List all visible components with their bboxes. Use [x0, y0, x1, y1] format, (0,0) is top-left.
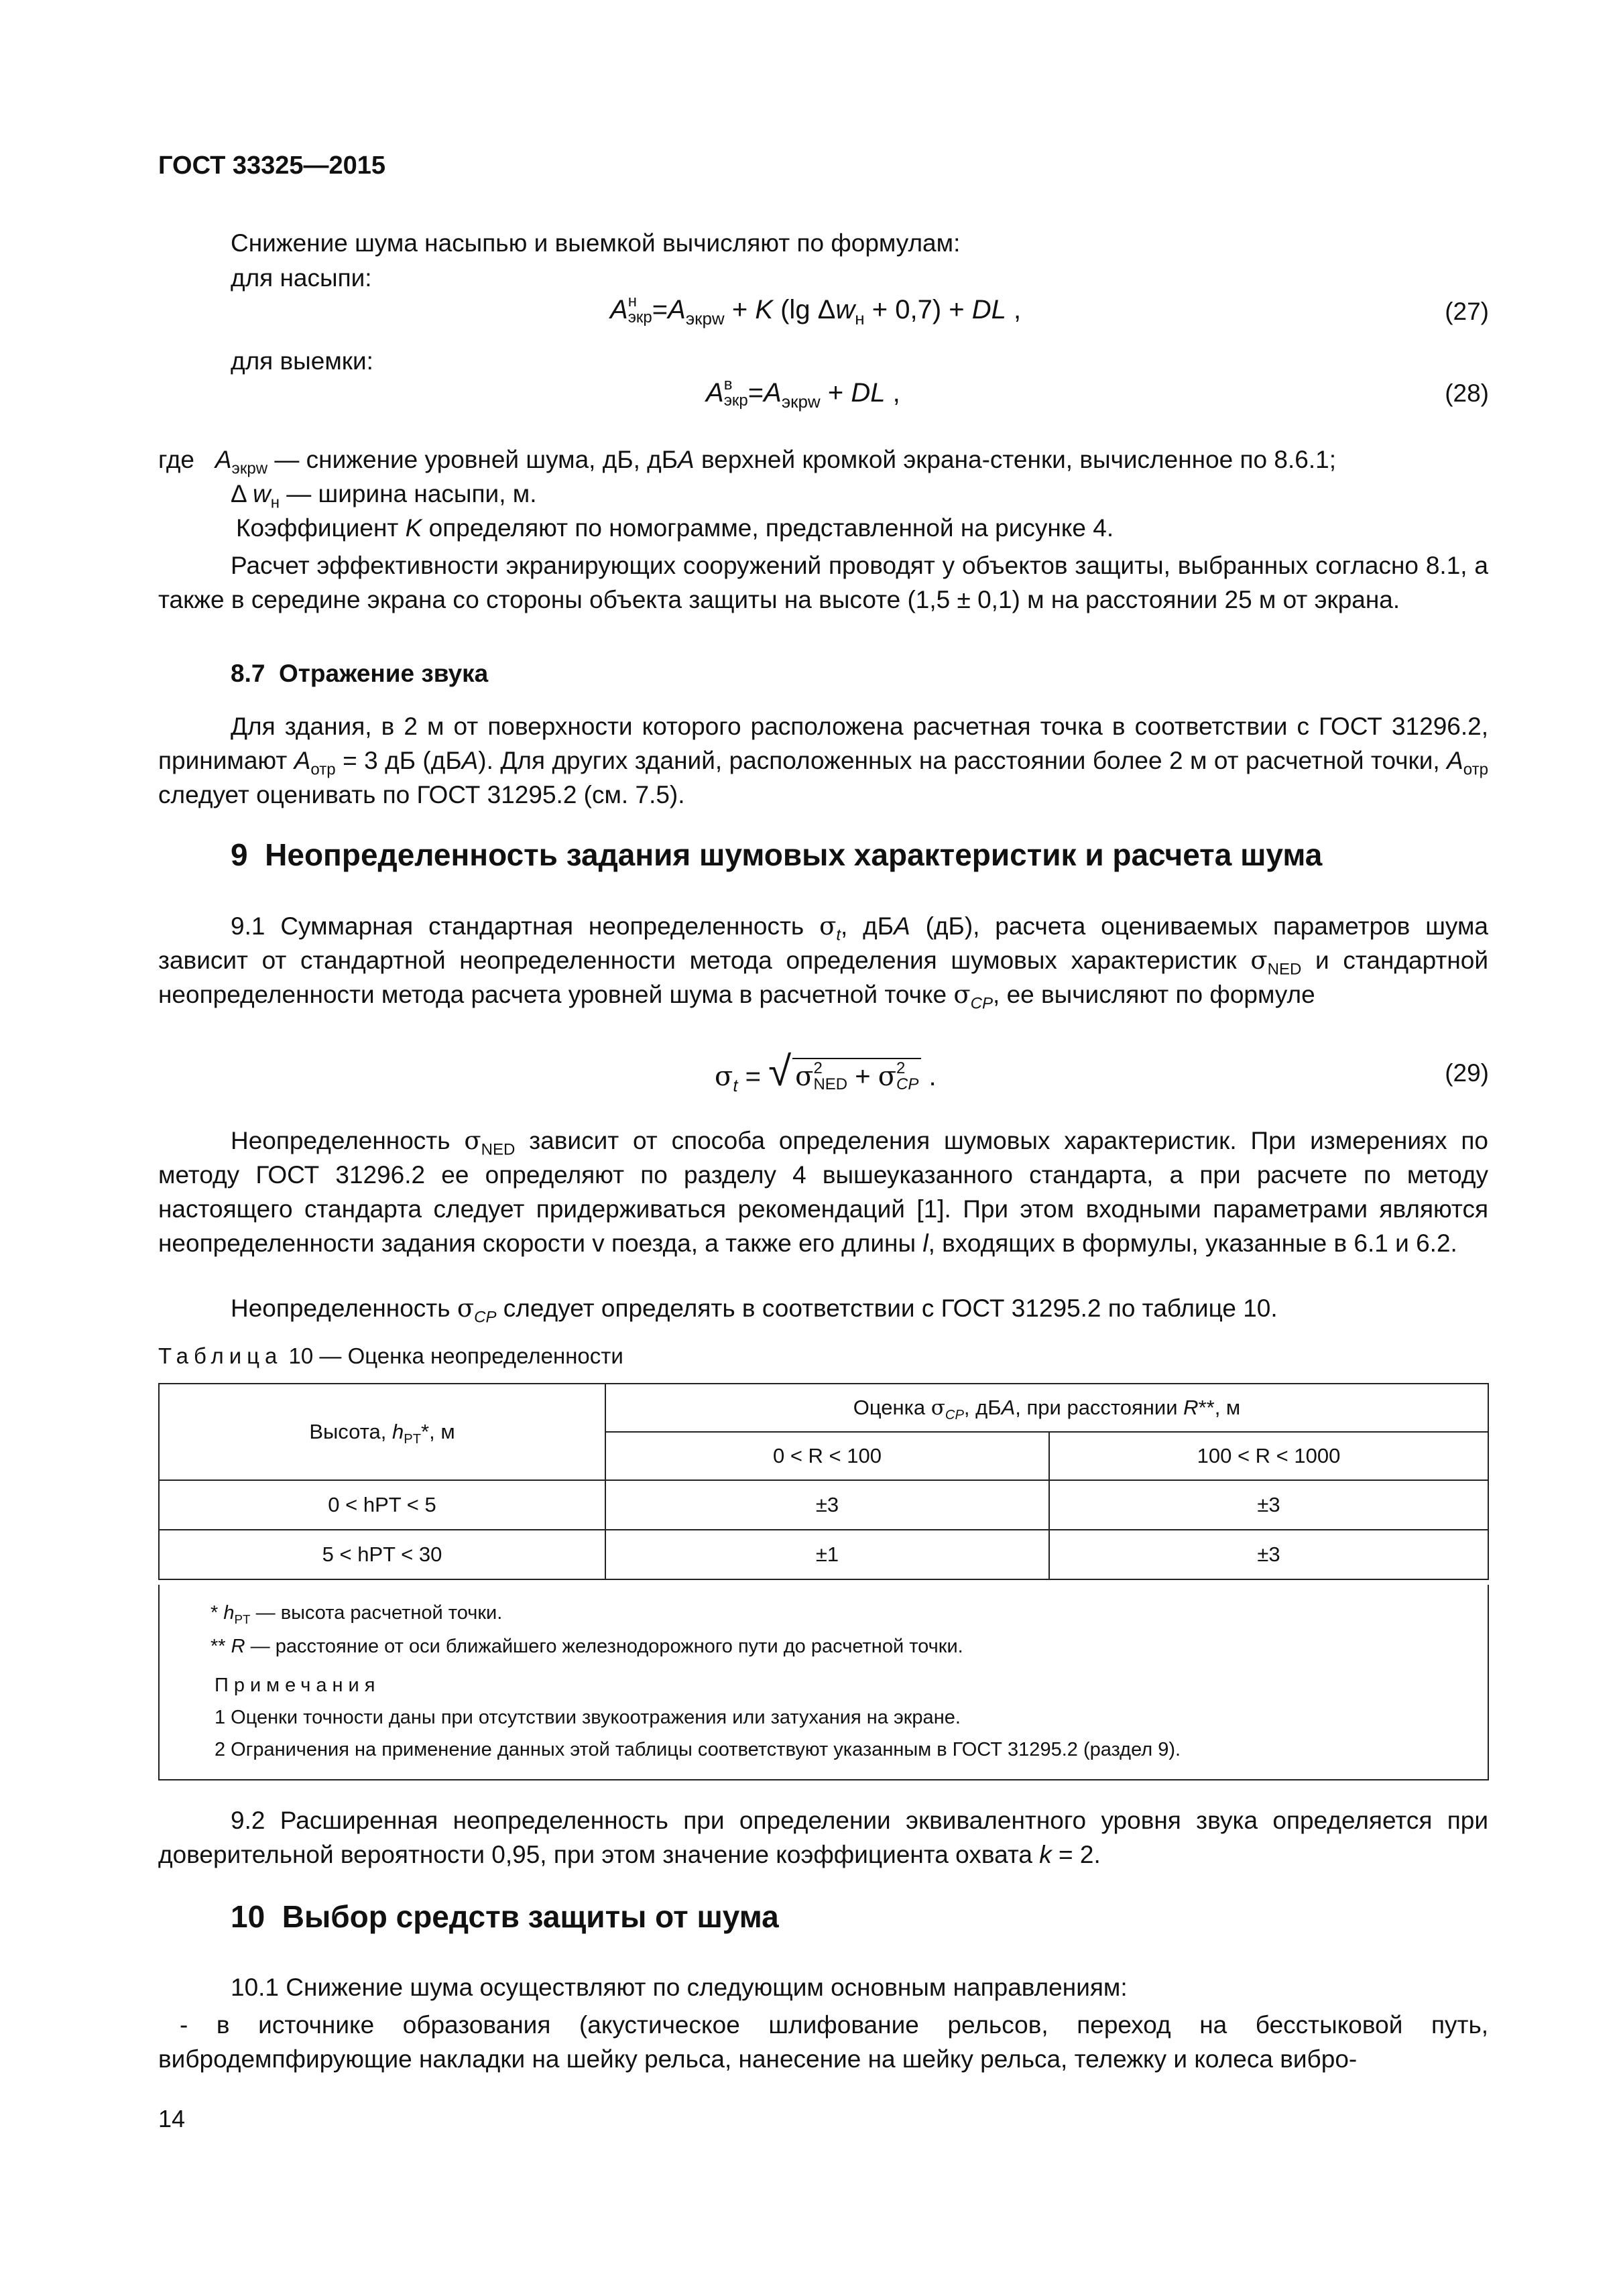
cell-value-2: ±3	[1049, 1530, 1488, 1579]
section-8-7-title: Отражение звука	[279, 660, 489, 687]
where-text-1b: верхней кромкой экрана-стенки, вычисленное по 8.6.1;	[694, 446, 1336, 473]
header-estimate: Оценка $\sigma_{CP}$, дБA, при расстоянии R**, м	[605, 1384, 1488, 1432]
section-10-heading	[231, 1898, 779, 1935]
paragraph-9-1: 9.1 Суммарная стандартная неопределенность $\sigma_t$, дБA (дБ), расчета оцениваемых параметров шума зависит от стандартной неопределенности метода определения шумовых характеристик $\sigma_{NED}$ и стандартной неопределенности метода расчета уровней шума в расчетной точке $\sigma_{CP}$, ее вычисляют по формуле	[158, 912, 1488, 1013]
paragraph-calc: Расчет эффективности экранирующих сооружений проводят у объектов защиты, выбранных согласно 8.1, а также в середине экрана со стороны объекта защиты на высоте (1,5 ± 0,1) м на расстоянии 25 м от экрана.	[158, 552, 1488, 613]
ned-a: Неопределенность	[231, 1127, 465, 1154]
note-1: 1 Оценки точности даны при отсутствии звукоотражения или затухания на экране.	[215, 1707, 961, 1728]
table-caption	[158, 1343, 623, 1369]
table-caption-text: 10 — Оценка неопределенности	[282, 1343, 623, 1368]
p91-a: 9.1 Суммарная стандартная неопределенность	[231, 912, 820, 940]
section-10-number: 10	[231, 1899, 265, 1934]
section-10-title: Выбор средств защиты от шума	[282, 1899, 779, 1934]
footnote-2: ** R — расстояние от оси ближайшего железнодорожного пути до расчетной точки.	[211, 1636, 963, 1657]
page-number: 14	[158, 2105, 186, 2132]
label-embankment: для насыпи:	[231, 264, 372, 292]
equation-number-28: (28)	[1445, 379, 1489, 407]
paragraph-10-1: 10.1 Снижение шума осуществляют по следующим основным направлениям:	[231, 1974, 1128, 2001]
table-caption-label: Таблица	[158, 1343, 283, 1368]
cp-b: следует определять в соответствии с ГОСТ 31295.2 по таблице 10.	[503, 1294, 1278, 1322]
paragraph-ned: Неопределенность $\sigma_{NED}$ зависит от способа определения шумовых характеристик. При измерениях по методу ГОСТ 31296.2 ее определяют по разделу 4 вышеуказанного стандарта, а при расчете по методу настоящего стандарта следует придерживаться рекомендаций [1]. При этом входными параметрами являются неопределенности задания скорости v поезда, а также его длины l, входящих в формулы, указанные в 6.1 и 6.2.	[158, 1126, 1489, 1257]
equation-number-29: (29)	[1445, 1059, 1489, 1087]
p91-e: , ее вычисляют по формуле	[993, 981, 1315, 1008]
p91-d: и стандартной неопределенности метода расчета уровней шума в расчетной точке	[158, 947, 1488, 1008]
notes-title: Примечания	[215, 1675, 381, 1696]
section-9-number: 9	[231, 837, 248, 872]
where-lead: где	[158, 446, 195, 473]
label-cut: для выемки:	[231, 347, 373, 375]
cell-value-2: ±3	[1049, 1480, 1488, 1530]
paragraph-bullet: - в источнике образования (акустическое шлифование рельсов, переход на бесстыковой путь, вибродемпфирующие накладки на шейку рельса, нанесение на шейку рельса, тележку и колеса вибро-	[158, 2011, 1488, 2073]
where-text-3: Коэффициент	[236, 514, 399, 542]
equation-number-27: (27)	[1445, 298, 1489, 325]
subheader-range-1: 0 < R < 100	[605, 1432, 1049, 1480]
formula-28: A в экр $=A_{экрw}$ + DL ,	[706, 375, 900, 412]
subheader-range-2: 100 < R < 1000	[1049, 1432, 1488, 1480]
cell-value-1: ±1	[605, 1530, 1049, 1579]
where-text-1: — снижение уровней шума, дБ, дБ	[274, 446, 678, 473]
p91-b: , дБ	[841, 912, 894, 940]
paragraph-cp: Неопределенность $\sigma_{CP}$ следует определять в соответствии с ГОСТ 31295.2 по таблице 10.	[231, 1294, 1278, 1327]
reflection-c: ). Для других зданий, расположенных на расстоянии более 2 м от расчетной точки,	[478, 747, 1447, 774]
where-line-1: где $A_{экрw}$ — снижение уровней шума, дБ, дБA верхней кромкой экрана-стенки, вычисленное по 8.6.1;	[158, 446, 1336, 478]
cp-a: Неопределенность	[231, 1294, 457, 1322]
paragraph-intro: Снижение шума насыпью и выемкой вычисляют по формулам:	[231, 229, 961, 257]
p92-a: 9.2 Расширенная неопределенность при определении эквивалентного уровня звука определяется при доверительной вероятности 0,95, при этом значение коэффициента охвата	[158, 1807, 1488, 1868]
reflection-b: = 3 дБ (дБ	[335, 747, 462, 774]
ned-c: , входящих в формулы, указанные в 6.1 и 6.2.	[928, 1229, 1457, 1257]
cell-height: 5 < hPT < 30	[159, 1530, 605, 1579]
reflection-d: следует оценивать по ГОСТ 31295.2 (см. 7.5).	[158, 781, 685, 808]
formula-29: $\sigma_t$ = √ σ 2 NED + σ 2 CP .	[715, 1048, 937, 1095]
section-8-7-number: 8.7	[231, 660, 265, 687]
table-row	[159, 1530, 1488, 1579]
reflection-a: Для здания, в 2 м от поверхности которого расположена расчетная точка в соответствии с ГОСТ 31296.2, принимают	[158, 713, 1488, 774]
header-height: Высота, $h_{PT}*$, м	[159, 1384, 605, 1480]
where-line-2: Δ $w_н$ — ширина насыпи, м.	[231, 480, 537, 512]
where-text-3b: определяют по номограмме, представленной на рисунке 4.	[422, 514, 1114, 542]
p91-c: (дБ), расчета оцениваемых параметров шума зависит от стандартной неопределенности метода определения шумовых характеристик	[158, 912, 1488, 974]
cell-height: 0 < hPT < 5	[159, 1480, 605, 1530]
footnote-1: * $h_{PT}$ — высота расчетной точки.	[211, 1602, 503, 1626]
document-header: ГОСТ 33325—2015	[158, 152, 386, 180]
where-text-2: — ширина насыпи, м.	[279, 480, 537, 507]
section-8-7-heading	[231, 660, 488, 688]
sqrt-symbol: √ σ 2 NED + σ 2 CP	[768, 1058, 921, 1093]
paragraph-reflection: Для здания, в 2 м от поверхности которого расположена расчетная точка в соответствии с ГОСТ 31296.2, принимают $A_{отр} = 3$ дБ (дБA). Для других зданий, расположенных на расстоянии более 2 м от расчетной точки, $A_{отр}$ следует оценивать по ГОСТ 31295.2 (см. 7.5).	[158, 713, 1488, 808]
where-line-3: Коэффициент K определяют по номограмме, представленной на рисунке 4.	[236, 514, 1114, 542]
uncertainty-table	[158, 1383, 1489, 1580]
section-9-title: Неопределенность задания шумовых характеристик и расчета шума	[265, 837, 1323, 872]
ned-b: зависит от способа определения шумовых характеристик. При измерениях по методу ГОСТ 31296.2 ее определяют по разделу 4 вышеуказанного стандарта, а при расчете по методу настоящего стандарта следует придерживаться рекомендаций [1]. При этом входными параметрами являются неопределенности задания скорости v поезда, а также его длины	[158, 1127, 1489, 1257]
section-9-heading	[231, 837, 1322, 873]
cell-value-1: ±3	[605, 1480, 1049, 1530]
p92-b: .	[1093, 1841, 1101, 1868]
formula-27: A н экр $=A_{экрw} + K$ (lg $\Delta w_н + 0,7$) + DL ,	[610, 292, 1022, 328]
table-notes	[158, 1585, 1489, 1780]
table-row	[159, 1480, 1488, 1530]
note-2: 2 Ограничения на применение данных этой таблицы соответствуют указанным в ГОСТ 31295.2 (раздел 9).	[215, 1739, 1181, 1760]
paragraph-9-2: 9.2 Расширенная неопределенность при определении эквивалентного уровня звука определяется при доверительной вероятности 0,95, при этом значение коэффициента охвата k = 2.	[158, 1807, 1488, 1868]
